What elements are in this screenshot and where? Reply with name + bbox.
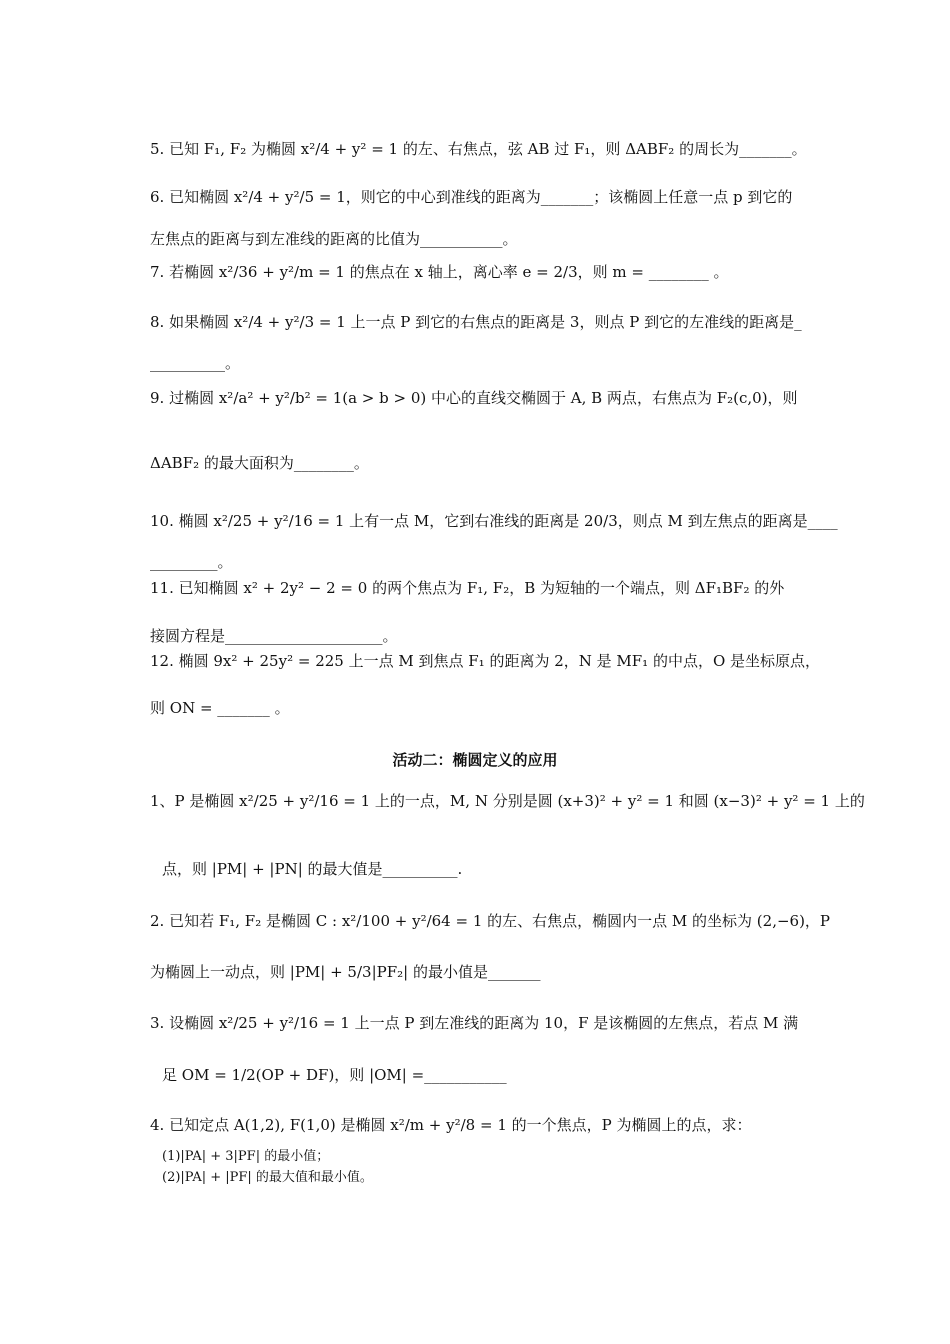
activity-1-line-2: 点，则 |PM| + |PN| 的最大值是__________.: [162, 860, 463, 878]
question-12-line-2: 则 ON = _______ 。: [150, 699, 290, 717]
question-8-line-1: 8. 如果椭圆 x²/4 + y²/3 = 1 上一点 P 到它的右焦点的距离是 3，则点 P 到它的左准线的距离是_: [150, 313, 802, 331]
activity-4-part-2: (2)|PA| + |PF| 的最大值和最小值。: [162, 1170, 373, 1185]
question-8-line-2: __________。: [150, 354, 241, 372]
activity-3-line-2: 足 OM = 1/2(OP + DF)，则 |OM| =___________: [162, 1066, 507, 1084]
section-heading: 活动二：椭圆定义的应用: [392, 751, 558, 769]
question-9-line-1: 9. 过椭圆 x²/a² + y²/b² = 1(a > b > 0) 中心的直线交椭圆于 A, B 两点，右焦点为 F₂(c,0)，则: [150, 389, 798, 407]
activity-1-line-1: 1、P 是椭圆 x²/25 + y²/16 = 1 上的一点，M, N 分别是圆 (x+3)² + y² = 1 和圆 (x−3)² + y² = 1 上的: [150, 792, 865, 810]
activity-2-line-1: 2. 已知若 F₁, F₂ 是椭圆 C : x²/100 + y²/64 = 1 的左、右焦点，椭圆内一点 M 的坐标为 (2,−6)，P: [150, 912, 831, 930]
question-12-line-1: 12. 椭圆 9x² + 25y² = 225 上一点 M 到焦点 F₁ 的距离为 2，N 是 MF₁ 的中点，O 是坐标原点，: [150, 652, 821, 670]
activity-3-line-1: 3. 设椭圆 x²/25 + y²/16 = 1 上一点 P 到左准线的距离为 10，F 是该椭圆的左焦点，若点 M 满: [150, 1014, 799, 1032]
question-11-line-2: 接圆方程是_____________________。: [150, 627, 398, 645]
activity-4-line-1: 4. 已知定点 A(1,2), F(1,0) 是椭圆 x²/m + y²/8 = 1 的一个焦点，P 为椭圆上的点，求：: [150, 1116, 752, 1134]
question-11-line-1: 11. 已知椭圆 x² + 2y² − 2 = 0 的两个焦点为 F₁, F₂，B 为短轴的一个端点，则 ΔF₁BF₂ 的外: [150, 579, 785, 597]
question-10-line-1: 10. 椭圆 x²/25 + y²/16 = 1 上有一点 M，它到右准线的距离是 20/3，则点 M 到左焦点的距离是____: [150, 512, 838, 530]
question-7: 7. 若椭圆 x²/36 + y²/m = 1 的焦点在 x 轴上，离心率 e = 2/3，则 m = ________ 。: [150, 263, 729, 281]
question-6-line-2: 左焦点的距离与到左准线的距离的比值为___________。: [150, 230, 518, 248]
question-6-line-1: 6. 已知椭圆 x²/4 + y²/5 = 1，则它的中心到准线的距离为_______；该椭圆上任意一点 p 到它的: [150, 188, 793, 206]
activity-4-part-1: (1)|PA| + 3|PF| 的最小值；: [162, 1149, 330, 1164]
question-10-line-2: _________。: [150, 553, 233, 571]
question-9-line-2: ΔABF₂ 的最大面积为________。: [150, 454, 369, 472]
activity-2-line-2: 为椭圆上一动点，则 |PM| + 5/3|PF₂| 的最小值是_______: [150, 963, 541, 981]
question-5: 5. 已知 F₁, F₂ 为椭圆 x²/4 + y² = 1 的左、右焦点，弦 AB 过 F₁，则 ΔABF₂ 的周长为_______。: [150, 140, 807, 158]
